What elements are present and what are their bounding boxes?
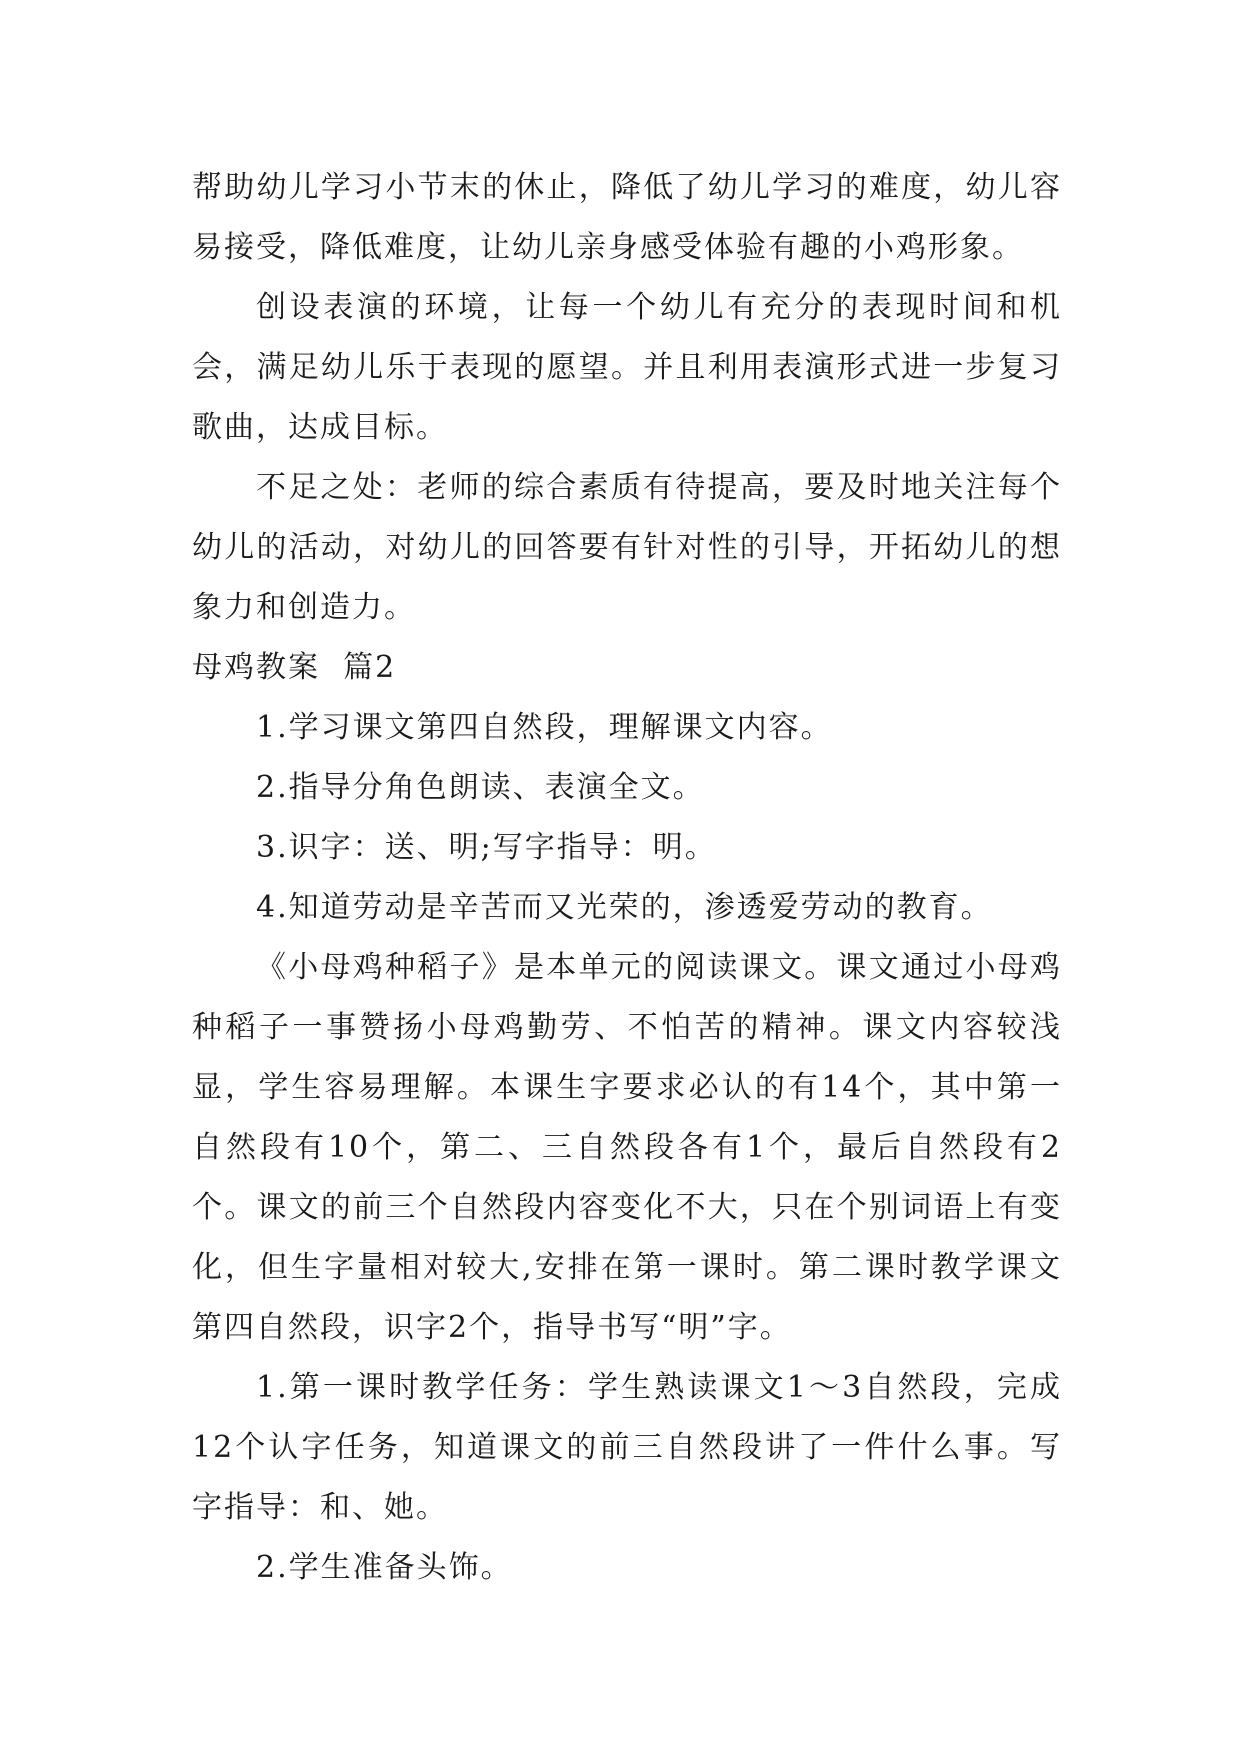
list-item-2: 2.指导分角色朗读、表演全文。 bbox=[256, 770, 705, 805]
list-item-1: 1.学习课文第四自然段，理解课文内容。 bbox=[256, 710, 833, 745]
paragraph-2: 创设表演的环境，让每一个幼儿有充分的表现时间和机会，满足幼儿乐于表现的愿望。并且利用表演形式进一步复习歌曲，达成目标。 bbox=[192, 290, 1062, 445]
paragraph-1: 帮助幼儿学习小节末的休止，降低了幼儿学习的难度，幼儿容易接受，降低难度，让幼儿亲身感受体验有趣的小鸡形象。 bbox=[192, 170, 1062, 265]
section-heading: 母鸡教案 篇2 bbox=[192, 650, 397, 685]
paragraph-3: 不足之处：老师的综合素质有待提高，要及时地关注每个幼儿的活动，对幼儿的回答要有针对性的引导，开拓幼儿的想象力和创造力。 bbox=[192, 470, 1062, 625]
paragraph-lesson-analysis: 《小母鸡种稻子》是本单元的阅读课文。课文通过小母鸡种稻子一事赞扬小母鸡勤劳、不怕苦的精神。课文内容较浅显，学生容易理解。本课生字要求必认的有14个，其中第一自然段有10个，第二、三自然段各有1个，最后自然段有2个。课文的前三个自然段内容变化不大，只在个别词语上有变化，但生字量相对较大,安排在第一课时。第二课时教学课文第四自然段，识字2个，指导书写“明”字。 bbox=[192, 950, 1062, 1345]
document-body bbox=[192, 158, 1062, 1598]
list-item-4: 4.知道劳动是辛苦而又光荣的，渗透爱劳动的教育。 bbox=[256, 890, 993, 925]
list-item-3: 3.识字：送、明;写字指导：明。 bbox=[256, 830, 717, 865]
paragraph-task-2: 2.学生准备头饰。 bbox=[256, 1550, 513, 1585]
paragraph-task-1: 1.第一课时教学任务：学生熟读课文1～3自然段，完成12个认字任务，知道课文的前三自然段讲了一件什么事。写字指导：和、她。 bbox=[192, 1370, 1062, 1525]
